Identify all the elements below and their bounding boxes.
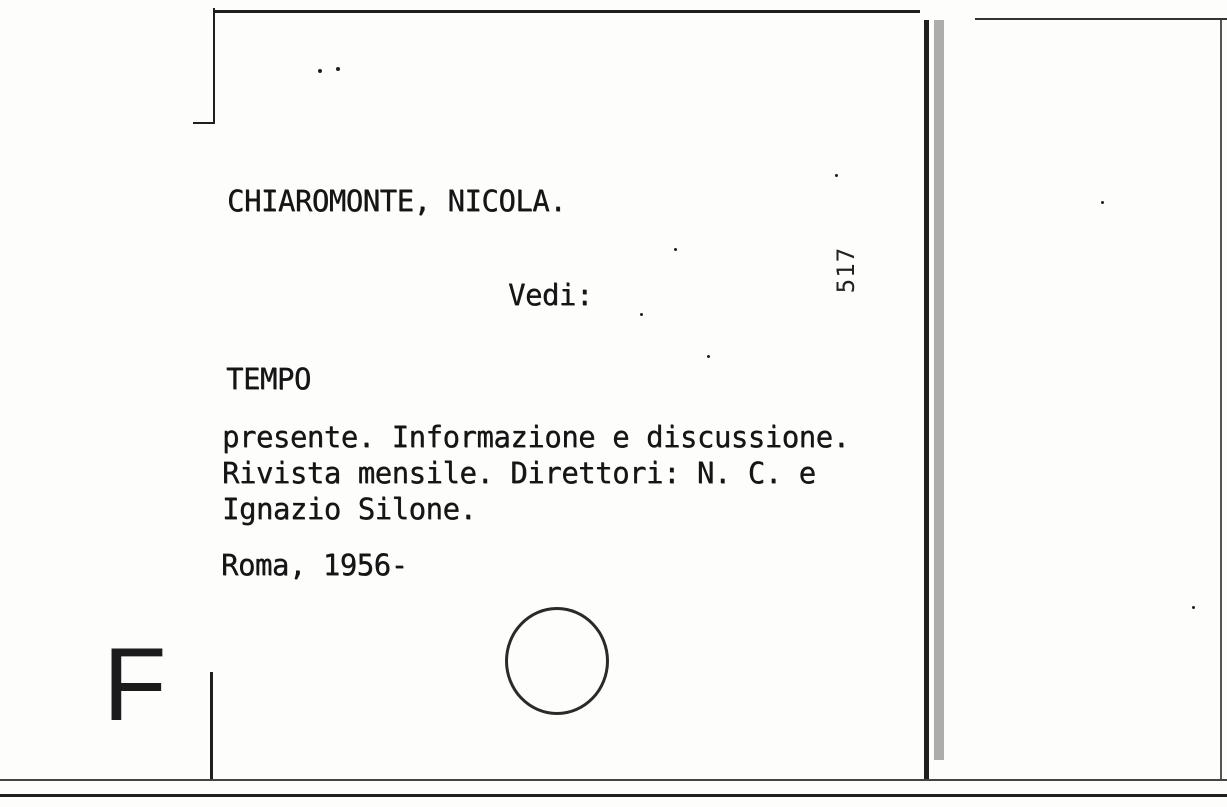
right-card-edge-shadow	[934, 20, 944, 760]
scan-speck	[1192, 606, 1195, 609]
scan-speck	[1101, 201, 1104, 204]
reference-line: Rivista mensile. Direttori: N. C. e	[222, 456, 816, 490]
scan-speck	[674, 248, 677, 251]
right-card-edge	[924, 20, 929, 779]
scan-speck	[835, 174, 838, 177]
second-card-top-line	[975, 18, 1227, 20]
bottom-left-bracket	[210, 672, 213, 779]
top-border-line	[215, 10, 920, 13]
stamped-number: 517	[832, 246, 860, 294]
scan-speck	[640, 313, 643, 316]
scan-speck	[707, 355, 710, 358]
reference-line: presente. Informazione e discussione.	[222, 420, 850, 454]
reference-title: TEMPO	[226, 362, 311, 396]
far-right-edge	[1220, 20, 1222, 779]
bottom-border-line-dark	[0, 794, 1227, 797]
punch-hole	[505, 607, 609, 715]
see-label: Vedi:	[508, 278, 593, 312]
card-heading: CHIAROMONTE, NICOLA.	[227, 184, 567, 218]
reference-line: Ignazio Silone.	[222, 492, 477, 526]
bottom-border-line	[0, 779, 1227, 781]
drawer-letter: F	[103, 627, 167, 743]
imprint-line: Roma, 1956-	[221, 548, 408, 582]
reference-description	[222, 419, 922, 527]
top-left-bracket-foot	[193, 122, 215, 124]
scan-speck	[318, 69, 322, 73]
top-left-bracket-vertical	[213, 8, 215, 124]
scan-speck	[336, 67, 340, 71]
